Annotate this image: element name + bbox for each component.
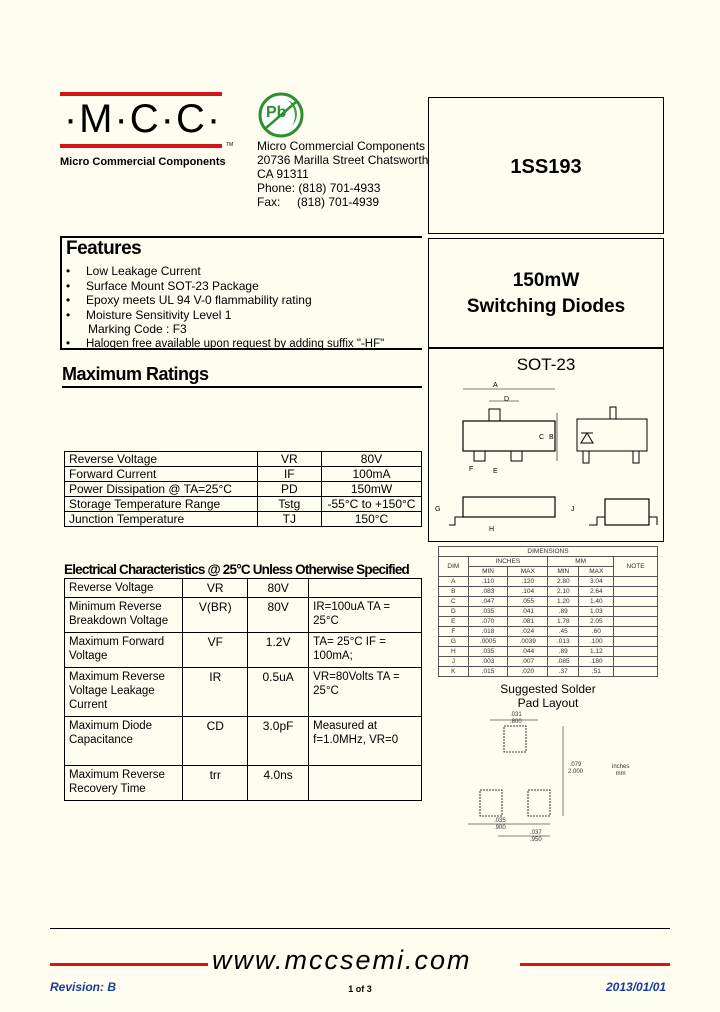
elec-param: Maximum Diode Capacitance	[65, 717, 183, 766]
dim-cell: .081	[508, 617, 548, 627]
dim-cell: 1.12	[579, 647, 614, 657]
svg-text:G: G	[435, 506, 441, 513]
description-box	[428, 238, 664, 348]
dim-cell: .018	[468, 627, 508, 637]
dim-group-inches: INCHES	[468, 557, 547, 567]
elec-row	[65, 633, 422, 668]
elec-row	[65, 668, 422, 717]
dim-cell: .120	[508, 577, 548, 587]
elec-condition	[309, 766, 422, 801]
dim-row	[439, 647, 658, 657]
elec-param: Minimum Reverse Breakdown Voltage	[65, 598, 183, 633]
address-street: 20736 Marilla Street Chatsworth	[257, 153, 429, 167]
feature-text: Moisture Sensitivity Level 1	[86, 307, 232, 322]
dim-cell: K	[439, 667, 469, 677]
dim-cell: E	[439, 617, 469, 627]
elec-symbol: CD	[183, 717, 248, 766]
elec-value: 3.0pF	[248, 717, 309, 766]
dim-header-max: MAX	[508, 567, 548, 577]
solder-units	[612, 764, 629, 778]
dim-cell: .007	[508, 657, 548, 667]
feature-item: • Halogen free available upon request by adding suffix "-HF"	[66, 337, 385, 350]
dim-cell: .047	[468, 597, 508, 607]
elec-symbol: trr	[183, 766, 248, 801]
elec-symbol: VR	[183, 579, 248, 598]
solder-unit-inches: inches	[612, 764, 630, 770]
solder-dim-1-in: .031	[510, 712, 522, 718]
elec-row	[65, 766, 422, 801]
dim-cell	[614, 617, 658, 627]
dim-cell: C	[439, 597, 469, 607]
max-rating-row	[65, 482, 422, 497]
elec-symbol: V(BR)	[183, 598, 248, 633]
max-rating-value: 150mW	[321, 482, 421, 497]
elec-param: Maximum Reverse Voltage Leakage Current	[65, 668, 183, 717]
dim-cell: .89	[548, 647, 579, 657]
feature-text: Low Leakage Current	[86, 264, 201, 278]
max-rating-symbol: VR	[257, 452, 321, 467]
elec-row	[65, 579, 422, 598]
dim-header-min: MIN	[548, 567, 579, 577]
max-ratings-table	[64, 451, 422, 527]
dim-cell: .020	[508, 667, 548, 677]
solder-dim-4-mm: .950	[530, 837, 542, 843]
dim-cell: .89	[548, 607, 579, 617]
dim-row	[439, 617, 658, 627]
solder-unit-mm: mm	[615, 771, 626, 777]
dimensions-table	[438, 546, 658, 677]
dim-title: DIMENSIONS	[439, 547, 658, 557]
features-list	[64, 264, 424, 351]
solder-dim-1-mm: .800	[510, 719, 522, 725]
solder-title-2: Pad Layout	[517, 696, 579, 710]
footer-top-rule	[50, 928, 670, 929]
dim-cell: 2.10	[548, 587, 579, 597]
dim-cell: .37	[548, 667, 579, 677]
dim-cell: 2.80	[548, 577, 579, 587]
solder-dim-2-mm: 2.000	[568, 769, 584, 775]
max-rating-param: Storage Temperature Range	[65, 497, 258, 512]
dim-cell: .041	[508, 607, 548, 617]
dim-cell: .085	[548, 657, 579, 667]
dim-row	[439, 667, 658, 677]
dim-cell: .180	[579, 657, 614, 667]
max-rating-param: Power Dissipation @ TA=25°C	[65, 482, 258, 497]
page-number: 1 of 3	[348, 984, 372, 994]
elec-row	[65, 598, 422, 633]
dim-cell: .110	[468, 577, 508, 587]
max-rating-value: -55°C to +150°C	[321, 497, 421, 512]
revision: Revision: B	[50, 980, 117, 994]
dim-cell: 2.64	[579, 587, 614, 597]
dim-row	[439, 587, 658, 597]
elec-symbol: IR	[183, 668, 248, 717]
dim-cell: 1.20	[548, 597, 579, 607]
dim-row	[439, 607, 658, 617]
feature-item: • Moisture Sensitivity Level 1	[66, 307, 232, 322]
elec-table	[64, 578, 422, 801]
dim-cell: .104	[508, 587, 548, 597]
max-ratings-rule	[62, 386, 422, 388]
dim-cell: 2.05	[579, 617, 614, 627]
dim-cell: .044	[508, 647, 548, 657]
solder-dim-3-mm: .900	[494, 825, 506, 831]
dim-row	[439, 627, 658, 637]
svg-text:H: H	[489, 526, 495, 533]
dim-header-min: MIN	[468, 567, 508, 577]
dim-row	[439, 577, 658, 587]
dim-cell	[614, 667, 658, 677]
solder-title-1: Suggested Solder	[500, 682, 596, 696]
dim-cell: .055	[508, 597, 548, 607]
dim-cell	[614, 627, 658, 637]
solder-dim-3	[494, 818, 506, 832]
dim-cell: 1.40	[579, 597, 614, 607]
footer-red-right	[520, 963, 670, 966]
dim-cell: 1.03	[579, 607, 614, 617]
elec-condition: IR=100uA TA = 25°C	[309, 598, 422, 633]
dim-cell	[614, 657, 658, 667]
feature-marking	[64, 322, 424, 337]
svg-text:A: A	[493, 382, 498, 389]
elec-value: 80V	[248, 598, 309, 633]
svg-text:D: D	[504, 396, 510, 403]
dim-cell: A	[439, 577, 469, 587]
dim-cell	[614, 587, 658, 597]
dim-cell: .60	[579, 627, 614, 637]
feature-item: • Surface Mount SOT-23 Package	[66, 278, 259, 293]
solder-title	[438, 682, 658, 710]
elec-value: 4.0ns	[248, 766, 309, 801]
max-rating-row	[65, 497, 422, 512]
part-desc-power: 150mW	[512, 270, 580, 291]
part-number: 1SS193	[510, 156, 582, 178]
elec-symbol: VF	[183, 633, 248, 668]
dim-cell: .015	[468, 667, 508, 677]
max-rating-row	[65, 512, 422, 527]
max-rating-value: 80V	[321, 452, 421, 467]
logo-tagline: Micro Commercial Components	[60, 156, 226, 168]
svg-text:B: B	[549, 434, 554, 441]
date: 2013/01/01	[606, 980, 667, 994]
feature-item: • Epoxy meets UL 94 V-0 flammability rating	[66, 293, 312, 307]
elec-condition: TA= 25°C IF = 100mA;	[309, 633, 422, 668]
elec-param: Maximum Forward Voltage	[65, 633, 183, 668]
part-number-box	[428, 97, 664, 234]
max-rating-param: Reverse Voltage	[65, 452, 258, 467]
solder-dim-4-in: .037	[530, 830, 542, 836]
dim-header-note: NOTE	[614, 557, 658, 577]
elec-condition: Measured at f=1.0MHz, VR=0	[309, 717, 422, 766]
dim-cell: .035	[468, 647, 508, 657]
elec-condition	[309, 579, 422, 598]
max-rating-row	[65, 467, 422, 482]
dim-cell: .083	[468, 587, 508, 597]
dim-group-mm: MM	[548, 557, 614, 567]
solder-pad-drawing	[438, 712, 658, 852]
marking-code: Marking Code : F3	[88, 322, 187, 336]
elec-row	[65, 717, 422, 766]
dim-cell: .0005	[468, 637, 508, 647]
address-fax: Fax: (818) 701-4939	[257, 195, 380, 209]
dim-cell: .013	[548, 637, 579, 647]
dim-cell: .070	[468, 617, 508, 627]
address-phone: Phone: (818) 701-4933	[257, 181, 381, 195]
features-title: Features	[66, 238, 142, 259]
max-rating-symbol: TJ	[257, 512, 321, 527]
dim-cell: .45	[548, 627, 579, 637]
dim-cell: D	[439, 607, 469, 617]
solder-dim-4	[530, 830, 542, 844]
dim-cell	[614, 607, 658, 617]
svg-text:F: F	[469, 466, 474, 473]
dim-cell	[614, 577, 658, 587]
dim-cell: .024	[508, 627, 548, 637]
elec-value: 1.2V	[248, 633, 309, 668]
address-company: Micro Commercial Components	[257, 139, 426, 153]
max-rating-symbol: PD	[257, 482, 321, 497]
features-left-rule	[60, 236, 62, 350]
dimensions-table-wrap	[438, 546, 658, 677]
max-rating-row	[65, 452, 422, 467]
solder-dim-1	[510, 712, 522, 726]
max-rating-param: Forward Current	[65, 467, 258, 482]
dim-row	[439, 657, 658, 667]
elec-condition: VR=80Volts TA = 25°C	[309, 668, 422, 717]
feature-text: Halogen free available upon request by adding suffix "-HF"	[86, 337, 385, 350]
address-city: CA 91311	[257, 167, 309, 181]
logo-bottom-bar	[60, 144, 222, 148]
feature-text: Epoxy meets UL 94 V-0 flammability rating	[86, 293, 312, 307]
dim-cell: .035	[468, 607, 508, 617]
max-rating-value: 150°C	[321, 512, 421, 527]
package-name: SOT-23	[516, 355, 576, 374]
logo-tm: TM	[226, 142, 234, 148]
svg-text:C: C	[539, 434, 545, 441]
max-rating-symbol: IF	[257, 467, 321, 482]
dim-cell: J	[439, 657, 469, 667]
dim-cell: G	[439, 637, 469, 647]
elec-param: Maximum Reverse Recovery Time	[65, 766, 183, 801]
solder-dim-2	[568, 762, 583, 776]
dim-cell: F	[439, 627, 469, 637]
feature-text: Surface Mount SOT-23 Package	[86, 278, 259, 293]
footer-red-left	[50, 963, 208, 966]
max-rating-symbol: Tstg	[257, 497, 321, 512]
elec-title: Electrical Characteristics @ 25°C Unless Otherwise Specified	[64, 562, 409, 577]
max-rating-value: 100mA	[321, 467, 421, 482]
dim-header-dim: DIM	[439, 557, 469, 577]
dim-cell: B	[439, 587, 469, 597]
dim-cell	[614, 647, 658, 657]
dim-cell: .0039	[508, 637, 548, 647]
dim-cell: .51	[579, 667, 614, 677]
dim-cell: 3.04	[579, 577, 614, 587]
elec-value: 80V	[248, 579, 309, 598]
max-rating-param: Junction Temperature	[65, 512, 258, 527]
website: www.mccsemi.com	[212, 945, 472, 975]
logo: ·M·C·C·	[63, 97, 223, 141]
feature-item: • Low Leakage Current	[66, 264, 201, 278]
pb-label: Pb	[266, 104, 287, 121]
dim-cell: H	[439, 647, 469, 657]
max-ratings-title: Maximum Ratings	[62, 364, 209, 384]
dim-row	[439, 637, 658, 647]
package-drawing	[429, 349, 663, 541]
dim-cell: .003	[468, 657, 508, 667]
address-block	[257, 139, 428, 209]
dim-cell: .100	[579, 637, 614, 647]
dim-cell	[614, 597, 658, 607]
svg-text:J: J	[571, 506, 575, 513]
dim-cell	[614, 637, 658, 647]
dim-row	[439, 597, 658, 607]
dim-header-max: MAX	[579, 567, 614, 577]
solder-dim-2-in: .079	[569, 762, 582, 768]
elec-value: 0.5uA	[248, 668, 309, 717]
package-box	[428, 348, 664, 542]
svg-text:E: E	[493, 468, 498, 475]
elec-param: Reverse Voltage	[65, 579, 183, 598]
part-desc-type: Switching Diodes	[466, 296, 626, 317]
dim-cell: 1.78	[548, 617, 579, 627]
solder-dim-3-in: .035	[494, 818, 506, 824]
